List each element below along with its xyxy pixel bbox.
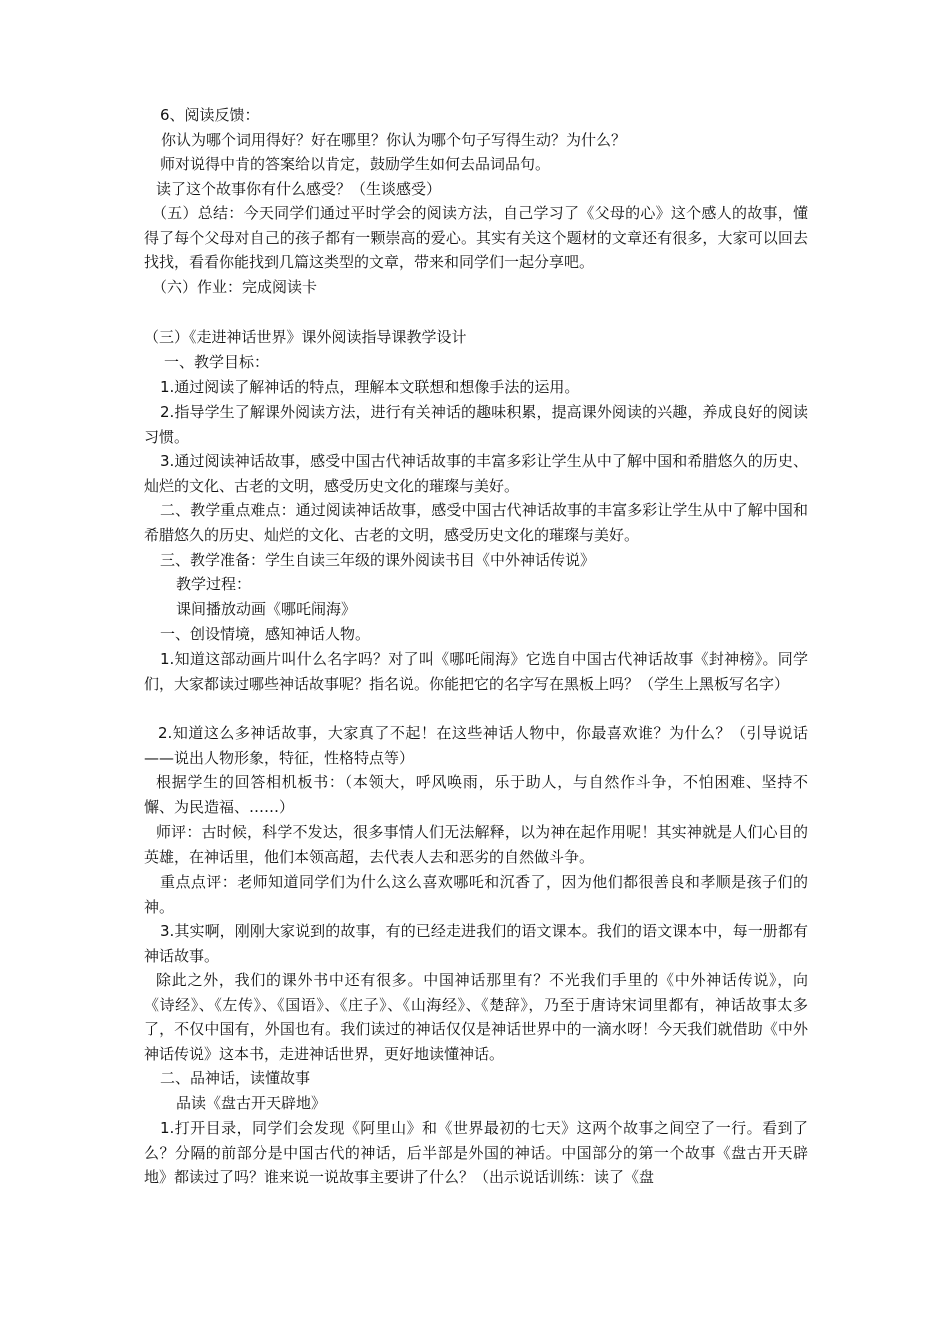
- paragraph: 3.其实啊，刚刚大家说到的故事，有的已经走进我们的语文课本。我们的语文课本中，每一册都有神话故事。: [144, 922, 808, 965]
- paragraph: 除此之外，我们的课外书中还有很多。中国神话那里有？不光我们手里的《中外神话传说》，向《诗经》、《左传》、《国语》、《庄子》、《山海经》、《楚辞》，乃至于唐诗宋词里都有，神话故事太多了，不仅中国有，外国也有。我们读过的神话仅仅是神话世界中的一滴水呀！今天我们就借助《中外神话传说》这本书，走进神话世界，更好地读懂神话。: [144, 971, 808, 1063]
- paragraph: 你认为哪个词用得好？好在哪里？你认为哪个句子写得生动？为什么？: [161, 131, 627, 149]
- paragraph: 2.知道这么多神话故事，大家真了不起！在这些神话人物中，你最喜欢谁？为什么？（引导说话——说出人物形象，特征，性格特点等）: [144, 724, 808, 767]
- heading: 品读《盘古开天辟地》: [176, 1094, 327, 1112]
- homework-line: （六）作业：完成阅读卡: [152, 278, 318, 296]
- paragraph: 2.指导学生了解课外阅读方法，进行有关神话的趣味积累，提高课外阅读的兴趣，养成良好的阅读习惯。: [144, 403, 808, 446]
- paragraph: 1.通过阅读了解神话的特点，理解本文联想和想像手法的运用。: [160, 378, 580, 396]
- paragraph: 根据学生的回答相机板书：（本领大，呼风唤雨，乐于助人，与自然作斗争，不怕困难、坚持不懈、为民造福、……）: [144, 773, 808, 816]
- heading: 教学过程：: [176, 575, 252, 593]
- heading: 一、教学目标：: [164, 353, 270, 371]
- paragraph: 二、教学重点难点：通过阅读神话故事，感受中国古代神话故事的丰富多彩让学生从中了解中国和希腊悠久的历史、灿烂的文化、古老的文明，感受历史文化的璀璨与美好。: [144, 501, 808, 544]
- paragraph: 1.打开目录，同学们会发现《阿里山》和《世界最初的七天》这两个故事之间空了一行。看到了么？分隔的前部分是中国古代的神话，后半部是外国的神话。中国部分的第一个故事《盘古开天辟地》都读过了吗？谁来说一说故事主要讲了什么？（出示说话训练：读了《盘: [144, 1119, 808, 1187]
- paragraph: 三、教学准备：学生自读三年级的课外阅读书目《中外神话传说》: [160, 551, 596, 569]
- paragraph: 师评：古时候，科学不发达，很多事情人们无法解释，以为神在起作用呢！其实神就是人们心目的英雄，在神话里，他们本领高超，去代表人去和恶劣的自然做斗争。: [144, 823, 808, 866]
- summary-paragraph: （五）总结：今天同学们通过平时学会的阅读方法，自己学习了《父母的心》这个感人的故事，懂得了每个父母对自己的孩子都有一颗崇高的爱心。其实有关这个题材的文章还有很多，大家可以回去找找，看看你能找到几篇这类型的文章，带来和同学们一起分享吧。: [144, 204, 808, 272]
- paragraph: 师对说得中肯的答案给以肯定，鼓励学生如何去品词品句。: [160, 155, 551, 173]
- heading: 一、创设情境，感知神话人物。: [160, 625, 371, 643]
- paragraph: 重点点评：老师知道同学们为什么这么喜欢哪吒和沉香了，因为他们都很善良和孝顺是孩子们的神。: [144, 873, 808, 916]
- section-title: （三）《走进神话世界》课外阅读指导课教学设计: [144, 328, 467, 346]
- paragraph: 读了这个故事你有什么感受？（生谈感受）: [156, 180, 442, 198]
- paragraph: 3.通过阅读神话故事，感受中国古代神话故事的丰富多彩让学生从中了解中国和希腊悠久的历史、灿烂的文化、古老的文明，感受历史文化的璀璨与美好。: [144, 452, 808, 495]
- paragraph: 课间播放动画《哪吒闹海》: [176, 600, 357, 618]
- heading: 二、品神话，读懂故事: [160, 1069, 311, 1087]
- paragraph: 1.知道这部动画片叫什么名字吗？对了叫《哪吒闹海》它选自中国古代神话故事《封神榜》。同学们，大家都读过哪些神话故事呢？指名说。你能把它的名字写在黑板上吗？（学生上黑板写名字）: [144, 650, 808, 693]
- reading-feedback-heading: 6、阅读反馈：: [160, 106, 260, 124]
